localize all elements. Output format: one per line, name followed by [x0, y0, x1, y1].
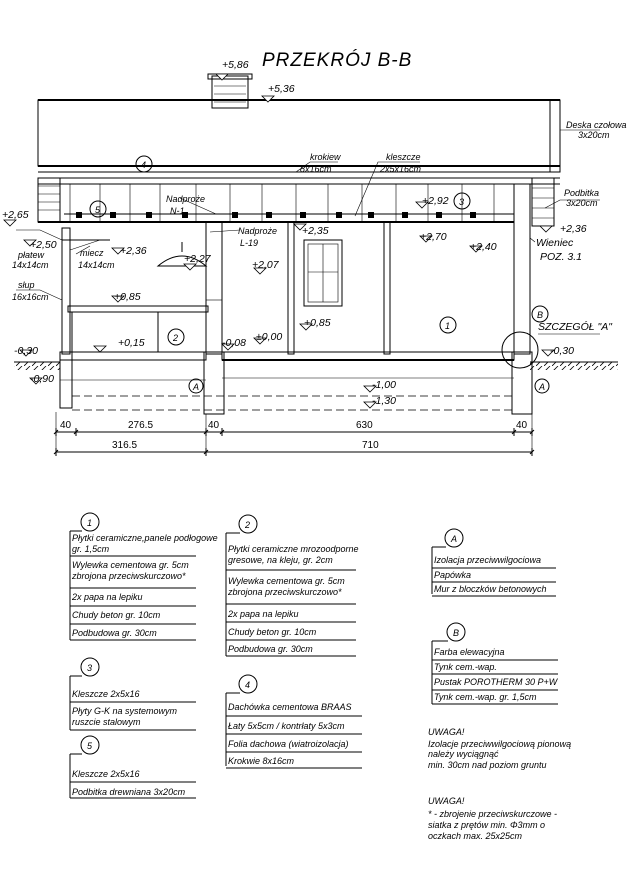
legend-b-num: B — [453, 628, 460, 638]
dim-710: 710 — [362, 440, 379, 451]
legend-2-num: 2 — [245, 520, 251, 530]
dim-630: 630 — [356, 420, 373, 431]
marker-a-left: A — [193, 382, 200, 392]
marker-4: 4 — [141, 160, 147, 170]
label-kleszcze: kleszcze — [386, 152, 421, 162]
legend-1-row: Podbudowa gr. 30cm — [72, 628, 157, 638]
legend-4 — [226, 675, 362, 768]
note-1-line: Izolacje przeciwwilgociową pionową — [428, 739, 572, 749]
note-2-line: oczkach max. 25x25cm — [428, 831, 523, 841]
label-deska-dim: 3x20cm — [578, 130, 610, 140]
dim-2765: 276.5 — [128, 420, 154, 431]
legend-2 — [226, 515, 359, 656]
floor-slabs — [60, 352, 514, 360]
legend-2-row: Wylewka cementowa gr. 5cm — [228, 576, 345, 586]
legend-2-row: gresowe, na kleju, gr. 2cm — [228, 555, 333, 565]
note-2-title: UWAGA! — [428, 796, 465, 806]
window — [304, 240, 342, 306]
level-586: +5,86 — [222, 59, 249, 71]
level-250: +2,50 — [30, 239, 57, 251]
legend-2-row: Podbudowa gr. 30cm — [228, 644, 313, 654]
label-krokiew: krokiew — [310, 152, 341, 162]
label-nadproze2-dim: L-19 — [240, 238, 259, 248]
level-m130: -1,30 — [372, 395, 396, 407]
level-m008: -0,08 — [222, 337, 246, 349]
chimney — [208, 74, 252, 108]
label-podbitka: Podbitka — [564, 188, 600, 198]
legend-1 — [70, 513, 218, 640]
legend-5-num: 5 — [87, 741, 93, 751]
note-1-line: min. 30cm nad poziom gruntu — [428, 760, 547, 770]
section-markers — [90, 156, 549, 393]
label-miecz: miecz — [80, 248, 104, 258]
label-miecz-dim: 14x14cm — [78, 260, 115, 270]
label-deska: Deska czołowa — [566, 120, 627, 130]
legend-b — [432, 623, 559, 704]
label-nadproze1: Nadproże — [166, 194, 206, 204]
label-slup-dim: 16x16cm — [12, 292, 49, 302]
level-235: +2,35 — [302, 225, 329, 237]
level-236a: +2,36 — [120, 245, 147, 257]
note-2-line: * - zbrojenie przeciwskurczowe - — [428, 809, 558, 819]
legend-b-row: Tynk cem.-wap. gr. 1,5cm — [434, 692, 537, 702]
label-wieniec-dim: POZ. 3.1 — [540, 251, 583, 263]
dim-40c: 40 — [516, 420, 528, 431]
level-085a: +0,85 — [114, 291, 141, 303]
legend-1-row: Płytki ceramiczne,panele podłogowe — [72, 533, 218, 543]
level-270: +2,70 — [420, 231, 447, 243]
legend-a-num: A — [451, 534, 458, 544]
legend-3 — [70, 658, 196, 730]
label-podbitka-dim: 3x20cm — [566, 198, 598, 208]
note-1-line: należy wyciągnąć — [428, 749, 499, 759]
level-015: +0,15 — [118, 337, 145, 349]
label-nadproze1-dim: N-1 — [170, 206, 185, 216]
label-krokiew-dim: 8x16cm — [300, 164, 332, 174]
level-m030b: -0,30 — [550, 345, 574, 357]
legend-5-row: Kleszcze 2x5x16 — [72, 769, 140, 779]
marker-1: 1 — [445, 321, 451, 331]
level-085b: +0,85 — [304, 317, 331, 329]
legend-1-row: Chudy beton gr. 10cm — [72, 610, 161, 620]
label-kleszcze-dim: 2x5x16cm — [380, 164, 422, 174]
label-wieniec: Wieniec — [536, 237, 574, 249]
legend-a-row: Izolacja przeciwwilgociowa — [434, 555, 542, 565]
drawing-title: PRZEKRÓJ B-B — [262, 50, 413, 71]
legend-1-row: Wylewka cementowa gr. 5cm — [72, 560, 189, 570]
level-240: +2,40 — [470, 241, 497, 253]
label-nadproze2: Nadproże — [238, 226, 278, 236]
roof — [38, 100, 560, 172]
level-m090: -0,90 — [30, 373, 54, 385]
marker-5: 5 — [95, 205, 101, 215]
marker-b: B — [537, 310, 544, 320]
dim-40b: 40 — [208, 420, 220, 431]
legend-4-num: 4 — [245, 680, 251, 690]
note-1-title: UWAGA! — [428, 727, 465, 737]
level-227: +2,27 — [184, 253, 211, 265]
legend-a-row: Papówka — [434, 570, 472, 580]
label-platew: płatew — [18, 250, 45, 260]
legend-4-row: Dachówka cementowa BRAAS — [228, 702, 352, 712]
ground — [14, 360, 618, 380]
legend-b-row: Farba elewacyjna — [434, 647, 505, 657]
legend-2-row: Chudy beton gr. 10cm — [228, 627, 317, 637]
legend-1-row: gr. 1,5cm — [72, 544, 110, 554]
foundations — [60, 352, 532, 414]
legend-2-row: Płytki ceramiczne mrozoodporne — [228, 544, 359, 554]
detail-a-circle — [502, 332, 538, 368]
legend-5-row: Podbitka drewniana 3x20cm — [72, 787, 186, 797]
legend-a — [432, 529, 556, 596]
level-m100: -1,00 — [372, 379, 396, 391]
legend-3-row: ruszcie stalowym — [72, 717, 141, 727]
note-2-line: siatka z prętów min. Φ3mm o — [428, 820, 546, 830]
legend-1-row: zbrojona przeciwskurczowo* — [72, 571, 186, 581]
legend-1-num: 1 — [87, 518, 93, 528]
legend-3-num: 3 — [87, 663, 93, 673]
level-536: +5,36 — [268, 83, 295, 95]
legend-b-row: Pustak POROTHERM 30 P+W — [434, 677, 558, 687]
note-2 — [428, 796, 557, 841]
legend-3-row: Kleszcze 2x5x16 — [72, 689, 140, 699]
legend-4-row: Krokwie 8x16cm — [228, 756, 295, 766]
label-szczegol: SZCZEGÓŁ "A" — [538, 321, 612, 333]
note-1 — [428, 727, 571, 770]
legend-5 — [70, 736, 196, 798]
attic-zone — [38, 178, 560, 226]
legend-2-row: zbrojona przeciwskurczowo* — [228, 587, 342, 597]
level-292: +2,92 — [422, 195, 449, 207]
legend-1-row: 2x papa na lepiku — [72, 592, 143, 602]
label-slup: słup — [18, 280, 35, 290]
legend-a-row: Mur z bloczków betonowych — [434, 584, 547, 594]
legend-b-row: Tynk cem.-wap. — [434, 662, 497, 672]
dim-40a: 40 — [60, 420, 72, 431]
marker-a-right: A — [539, 382, 546, 392]
level-207: +2,07 — [252, 259, 279, 271]
level-000: ±0,00 — [256, 331, 283, 343]
legend-4-row: Łaty 5x5cm / kontrłaty 5x3cm — [228, 721, 345, 731]
legend-2-row: 2x papa na lepiku — [228, 609, 299, 619]
marker-3: 3 — [459, 197, 465, 207]
dim-3165: 316.5 — [112, 440, 138, 451]
legend-3-row: Płyty G-K na systemowym — [72, 706, 178, 716]
level-m030a: -0,30 — [14, 345, 38, 357]
marker-2: 2 — [173, 333, 179, 343]
level-236b: +2,36 — [560, 223, 587, 235]
label-platew-dim: 14x14cm — [12, 260, 49, 270]
level-265: +2,65 — [2, 209, 29, 221]
legend-4-row: Folia dachowa (wiatroizolacja) — [228, 739, 349, 749]
